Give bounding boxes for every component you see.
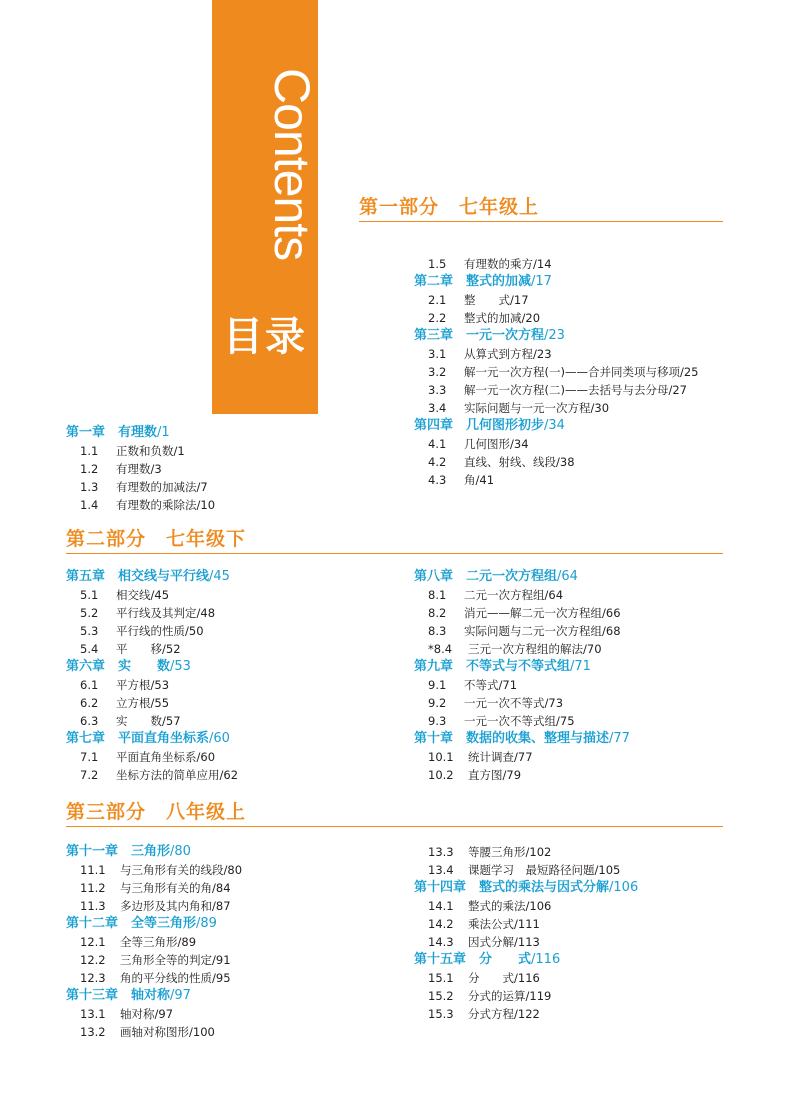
toc-section: [414, 255, 698, 273]
section-title: 统计调查/77: [468, 750, 533, 764]
section-title: 角/41: [464, 473, 495, 487]
section-number: 13.1: [80, 1007, 106, 1021]
section-number: 12.1: [80, 935, 106, 949]
chapter-page: /71: [570, 659, 591, 674]
chapter-title: 第三章 一元一次方程: [414, 328, 545, 343]
section-title: 平行线的性质/50: [116, 624, 204, 638]
chapter-page: /80: [170, 844, 191, 859]
toc-section: [66, 622, 238, 640]
section-title: 整式的乘法/106: [468, 899, 552, 913]
toc-section: [414, 435, 698, 453]
section-number: 10.1: [428, 750, 454, 764]
section-number: 1.1: [80, 444, 99, 458]
toc-chapter: [66, 987, 242, 1005]
section-title: 乘法公式/111: [468, 917, 540, 931]
toc-chapter: [414, 730, 630, 748]
toc-section: [66, 969, 242, 987]
section-number: 6.2: [80, 696, 99, 710]
chapter-title: 第六章 实 数: [66, 659, 171, 674]
toc-chapter: [66, 658, 238, 676]
section-title: 全等三角形/89: [120, 935, 197, 949]
toc-section: [414, 969, 638, 987]
chapter-title: 第十五章 分 式: [414, 952, 532, 967]
part-title-1: 第一部分 七年级上: [359, 196, 540, 218]
toc-section: [66, 460, 215, 478]
section-number: 8.2: [428, 606, 447, 620]
section-title: 二元一次方程组/64: [464, 588, 564, 602]
contents-banner: [212, 0, 318, 414]
section-number: 1.4: [80, 498, 99, 512]
toc-section: [66, 861, 242, 879]
chapter-page: /45: [209, 569, 230, 584]
section-title: 正数和负数/1: [116, 444, 185, 458]
chapter-title: 第五章 相交线与平行线: [66, 569, 210, 584]
chapter-page: /60: [209, 731, 230, 746]
section-number: 1.5: [428, 257, 447, 271]
section-number: 14.2: [428, 917, 454, 931]
toc-section: [414, 843, 638, 861]
contents-title-cn: 目录: [223, 314, 307, 360]
section-title: 一元一次不等式/73: [464, 696, 564, 710]
toc-section: [414, 861, 638, 879]
section-title: 等腰三角形/102: [468, 845, 552, 859]
section-title: 角的平分线的性质/95: [120, 971, 231, 985]
section-number: 5.3: [80, 624, 99, 638]
toc-section: [414, 640, 630, 658]
toc-section: [66, 1023, 242, 1041]
chapter-title: 第十一章 三角形: [66, 844, 171, 859]
toc-section: [414, 622, 630, 640]
section-title: 实际问题与一元一次方程/30: [464, 401, 610, 415]
chapter-page: /34: [544, 418, 565, 433]
toc-section: [414, 676, 630, 694]
toc-section: [414, 586, 630, 604]
section-title: 分式方程/122: [468, 1007, 540, 1021]
section-title: 消元——解二元一次方程组/66: [464, 606, 621, 620]
section-number: 3.1: [428, 347, 447, 361]
section-title: 与三角形有关的角/84: [120, 881, 231, 895]
section-number: 4.3: [428, 473, 447, 487]
section-number: 7.2: [80, 768, 99, 782]
toc-section: [66, 676, 238, 694]
toc-column-p1-left: [66, 424, 215, 514]
section-number: 4.1: [428, 437, 447, 451]
toc-section: [66, 712, 238, 730]
section-number: 11.3: [80, 899, 106, 913]
part-rule-3: [66, 826, 723, 827]
section-number: 13.2: [80, 1025, 106, 1039]
part-title-3: 第三部分 八年级上: [66, 801, 247, 823]
toc-chapter: [414, 658, 630, 676]
section-title: 画轴对称图形/100: [120, 1025, 215, 1039]
section-title: 与三角形有关的线段/80: [120, 863, 243, 877]
section-number: 14.1: [428, 899, 454, 913]
toc-section: [66, 897, 242, 915]
section-title: 解一元一次方程(一)——合并同类项与移项/25: [464, 365, 699, 379]
chapter-page: /97: [170, 988, 191, 1003]
toc-section: [414, 381, 698, 399]
chapter-title: 第七章 平面直角坐标系: [66, 731, 210, 746]
section-title: 立方根/55: [116, 696, 170, 710]
contents-title-en: [220, 68, 320, 318]
section-number: 9.3: [428, 714, 447, 728]
section-title: 平行线及其判定/48: [116, 606, 216, 620]
section-title: 分式的运算/119: [468, 989, 552, 1003]
toc-chapter: [66, 568, 238, 586]
section-title: 一元一次不等式组/75: [464, 714, 575, 728]
chapter-page: /23: [544, 328, 565, 343]
section-number: 1.2: [80, 462, 99, 476]
toc-section: [414, 363, 698, 381]
section-number: 5.4: [80, 642, 99, 656]
section-number: 8.1: [428, 588, 447, 602]
section-title: 分 式/116: [468, 971, 540, 985]
section-title: 相交线/45: [116, 588, 170, 602]
chapter-page: /1: [157, 425, 170, 440]
section-number: 3.2: [428, 365, 447, 379]
toc-chapter: [414, 951, 638, 969]
part-rule-2: [66, 553, 723, 554]
section-title: 平面直角坐标系/60: [116, 750, 216, 764]
toc-column-p3-left: [66, 843, 242, 1041]
toc-chapter: [414, 273, 698, 291]
section-number: 3.3: [428, 383, 447, 397]
chapter-title: 第九章 不等式与不等式组: [414, 659, 571, 674]
toc-section: [414, 309, 698, 327]
toc-section: [66, 496, 215, 514]
toc-chapter: [414, 568, 630, 586]
section-title: 直线、射线、线段/38: [464, 455, 575, 469]
section-number: 2.2: [428, 311, 447, 325]
toc-section: [66, 748, 238, 766]
section-title: 整 式/17: [464, 293, 529, 307]
section-number: 12.3: [80, 971, 106, 985]
section-title: 轴对称/97: [120, 1007, 174, 1021]
toc-section: [414, 766, 630, 784]
toc-section: [414, 1005, 638, 1023]
chapter-title: 第十三章 轴对称: [66, 988, 171, 1003]
section-number: 5.2: [80, 606, 99, 620]
section-title: 有理数的加减法/7: [116, 480, 208, 494]
section-title: 因式分解/113: [468, 935, 540, 949]
svg-text:Contents: Contents: [264, 68, 320, 261]
toc-chapter: [66, 843, 242, 861]
toc-section: [66, 640, 238, 658]
section-title: 有理数的乘方/14: [464, 257, 552, 271]
toc-section: [66, 604, 238, 622]
section-title: 多边形及其内角和/87: [120, 899, 231, 913]
section-title: 三元一次方程组的解法/70: [468, 642, 602, 656]
section-number: 2.1: [428, 293, 447, 307]
toc-chapter: [66, 424, 215, 442]
toc-section: [414, 933, 638, 951]
toc-section: [414, 471, 698, 489]
section-title: 直方图/79: [468, 768, 522, 782]
section-number: 9.2: [428, 696, 447, 710]
part-rule-1: [359, 221, 723, 222]
toc-section: [66, 1005, 242, 1023]
chapter-title: 第十二章 全等三角形: [66, 916, 197, 931]
section-title: 实 数/57: [116, 714, 181, 728]
chapter-title: 第二章 整式的加减: [414, 274, 532, 289]
section-title: 平 移/52: [116, 642, 181, 656]
toc-section: [414, 915, 638, 933]
section-number: 6.1: [80, 678, 99, 692]
section-number: 10.2: [428, 768, 454, 782]
toc-section: [414, 987, 638, 1005]
section-number: 15.3: [428, 1007, 454, 1021]
toc-chapter: [414, 879, 638, 897]
toc-section: [66, 442, 215, 460]
section-number: 14.3: [428, 935, 454, 949]
toc-chapter: [66, 915, 242, 933]
chapter-title: 第四章 几何图形初步: [414, 418, 545, 433]
section-title: 解一元一次方程(二)——去括号与去分母/27: [464, 383, 687, 397]
section-number: 5.1: [80, 588, 99, 602]
chapter-page: /17: [531, 274, 552, 289]
section-title: 不等式/71: [464, 678, 518, 692]
section-title: 三角形全等的判定/91: [120, 953, 231, 967]
toc-section: [414, 345, 698, 363]
chapter-page: /106: [609, 880, 639, 895]
chapter-title: 第八章 二元一次方程组: [414, 569, 558, 584]
section-number: 15.2: [428, 989, 454, 1003]
toc-column-p2-left: [66, 568, 238, 784]
section-number: 15.1: [428, 971, 454, 985]
part-title-2: 第二部分 七年级下: [66, 528, 247, 550]
section-title: 几何图形/34: [464, 437, 529, 451]
section-number: 1.3: [80, 480, 99, 494]
toc-section: [66, 478, 215, 496]
chapter-page: /53: [170, 659, 191, 674]
section-title: 有理数/3: [116, 462, 162, 476]
toc-section: [66, 586, 238, 604]
section-number: 4.2: [428, 455, 447, 469]
section-number: 13.4: [428, 863, 454, 877]
toc-column-p3-right: [414, 843, 638, 1023]
section-number: 12.2: [80, 953, 106, 967]
section-title: 整式的加减/20: [464, 311, 541, 325]
section-title: 实际问题与二元一次方程组/68: [464, 624, 621, 638]
toc-section: [66, 766, 238, 784]
toc-column-p1-right: [414, 255, 698, 489]
toc-chapter: [414, 327, 698, 345]
toc-section: [414, 897, 638, 915]
section-title: 有理数的乘除法/10: [116, 498, 216, 512]
toc-section: [414, 604, 630, 622]
toc-section: [66, 879, 242, 897]
toc-chapter: [66, 730, 238, 748]
toc-column-p2-right: [414, 568, 630, 784]
toc-section: [66, 694, 238, 712]
chapter-page: /64: [557, 569, 578, 584]
section-title: 平方根/53: [116, 678, 170, 692]
section-number: 9.1: [428, 678, 447, 692]
chapter-title: 第十四章 整式的乘法与因式分解: [414, 880, 610, 895]
chapter-title: 第一章 有理数: [66, 425, 158, 440]
toc-section: [414, 399, 698, 417]
section-number: 7.1: [80, 750, 99, 764]
toc-section: [414, 291, 698, 309]
section-number: 11.2: [80, 881, 106, 895]
toc-section: [414, 453, 698, 471]
toc-section: [414, 694, 630, 712]
section-number: 6.3: [80, 714, 99, 728]
section-number: 3.4: [428, 401, 447, 415]
toc-section: [414, 712, 630, 730]
section-number: 13.3: [428, 845, 454, 859]
toc-chapter: [414, 417, 698, 435]
section-title: 课题学习 最短路径问题/105: [468, 863, 621, 877]
section-title: 从算式到方程/23: [464, 347, 552, 361]
chapter-page: /89: [196, 916, 217, 931]
section-title: 坐标方法的简单应用/62: [116, 768, 239, 782]
toc-section: [414, 748, 630, 766]
chapter-title: 第十章 数据的收集、整理与描述: [414, 731, 610, 746]
toc-section: [66, 933, 242, 951]
section-number: 11.1: [80, 863, 106, 877]
section-number: *8.4: [428, 642, 453, 656]
section-number: 8.3: [428, 624, 447, 638]
chapter-page: /116: [531, 952, 561, 967]
toc-section: [66, 951, 242, 969]
chapter-page: /77: [609, 731, 630, 746]
